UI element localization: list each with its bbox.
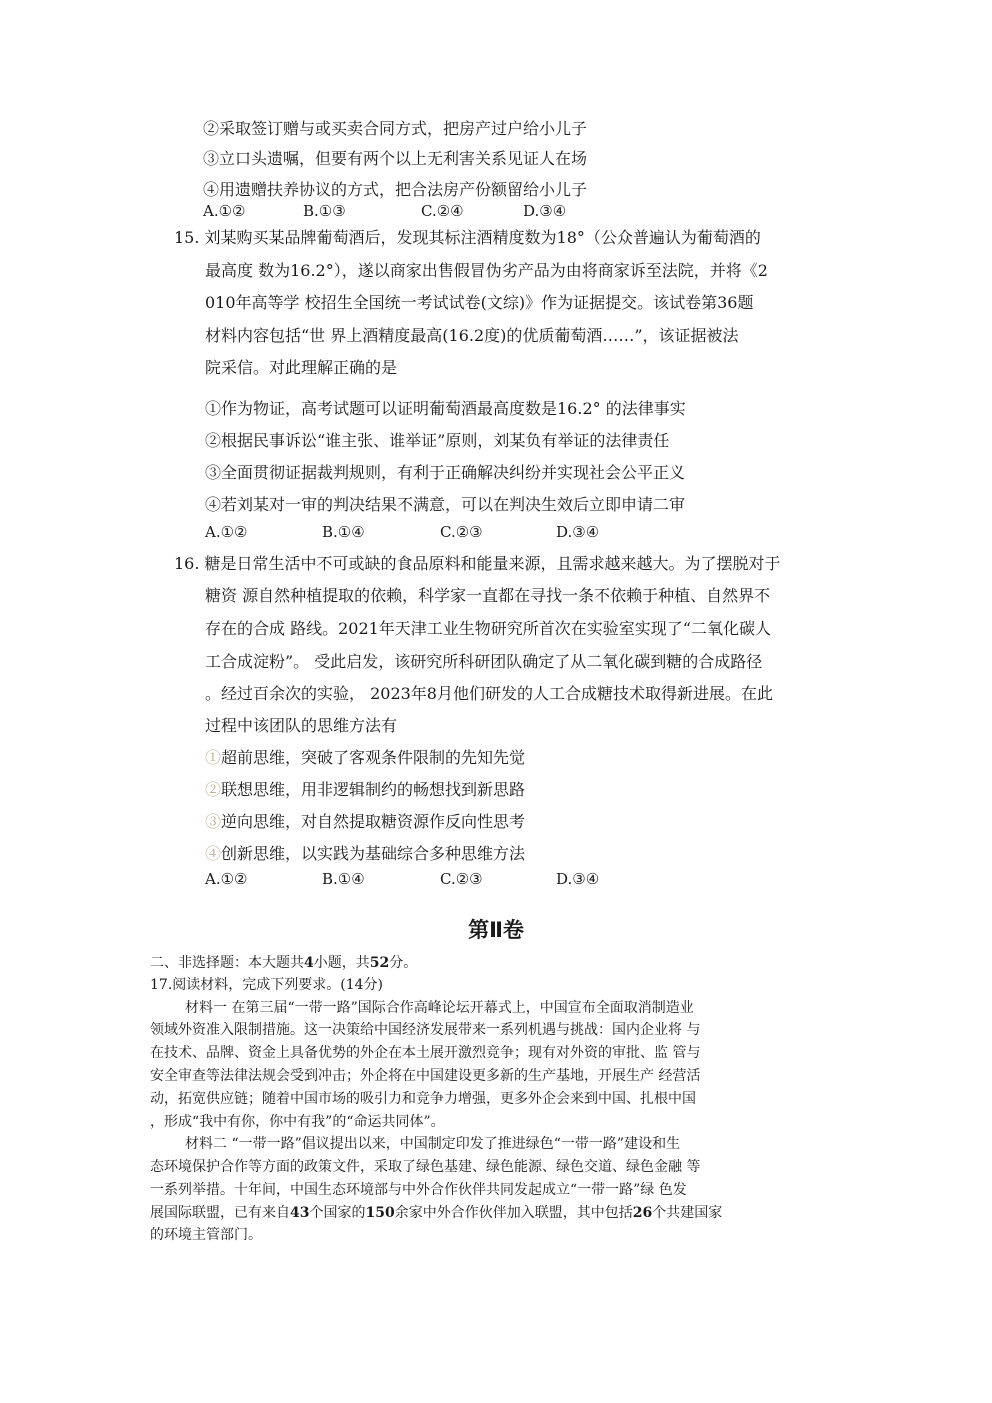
- q15-item-3: ③全面贯彻证据裁判规则，有利于正确解决纠纷并实现社会公平正义: [205, 463, 686, 482]
- q17-title: 17.阅读材料，完成下列要求。(14分): [150, 977, 384, 993]
- material2-line-4: [150, 1202, 722, 1224]
- q16-item-4-mark: ④: [205, 844, 222, 863]
- material1-line-3: 在技术、品牌、资金上具备优势的外企在本土展开激烈竞争；现有对外资的审批、监 管与: [150, 1045, 701, 1061]
- q15-item-1: ①作为物证，高考试题可以证明葡萄酒最高度数是16.2° 的法律事实: [205, 399, 686, 418]
- q16-stem-line-3: 存在的合成 路线。2021年天津工业生物研究所首次在实验室实现了“二氧化碳人: [205, 619, 771, 638]
- m2-coop-country-count: 26: [632, 1205, 653, 1221]
- q16-stem-line-1: 16. 糖是日常生活中不可或缺的食品原料和能量来源，且需求越来越大。为了摆脱对于: [174, 554, 781, 573]
- m2-text-d: 个共建国家: [652, 1205, 723, 1221]
- q15-stem-line-1: 15. 刘某购买某品牌葡萄酒后，发现其标注酒精度数为18°（公众普遍认为葡萄酒的: [174, 228, 761, 247]
- q15-option-b: B.①④: [322, 523, 365, 541]
- q16-stem-line-2: 糖资 源自然种植提取的依赖，科学家一直都在寻找一条不依赖于种植、自然界不: [205, 586, 771, 605]
- q14-option-d: D.③④: [523, 202, 567, 220]
- q16-option-c: C.②③: [440, 870, 483, 888]
- q14-item-4: ④用遗赠扶养协议的方式，把合法房产份额留给小儿子: [203, 180, 588, 199]
- q16-options: [205, 868, 705, 890]
- q16-stem-line-6: 过程中该团队的思维方法有: [205, 716, 398, 735]
- material2-line-5: 的环境主管部门。: [150, 1227, 262, 1243]
- q15-stem-line-5: 院采信。对此理解正确的是: [205, 358, 398, 377]
- q16-item-2: [205, 779, 525, 801]
- material1-line-2: 领域外资准入限制措施。这一决策给中国经济发展带来一系列机遇与挑战：国内企业将 与: [150, 1022, 701, 1038]
- q16-item-4: [205, 843, 525, 865]
- q15-item-4: ④若刘某对一审的判决结果不满意，可以在判决生效后立即申请二审: [205, 495, 686, 514]
- section-2-intro: [150, 953, 417, 973]
- material1-line-4: 安全审查等法律法规会受到冲击；外企将在中国建设更多新的生产基地，开展生产 经营活: [150, 1068, 701, 1084]
- m2-text-c: 余家中外合作伙伴加入联盟，其中包括: [394, 1205, 633, 1221]
- q16-item-1: [205, 747, 525, 769]
- m2-text-b: 个国家的: [309, 1205, 366, 1221]
- material2-line-2: 态环境保护合作等方面的政策文件，采取了绿色基建、绿色能源、绿色交道、绿色金融 等: [150, 1159, 701, 1175]
- material2-line-3: 一系列举措。十年间，中国生态环境部与中外合作伙伴共同发起成立“一带一路”绿 色发: [150, 1182, 687, 1198]
- q14-option-a: A.①②: [203, 202, 246, 220]
- material1-line-6: ，形成“我中有你，你中有我”的“命运共同体”。: [150, 1114, 445, 1130]
- q16-item-4-text: 创新思维，以实践为基础综合多种思维方法: [221, 844, 526, 863]
- q15-stem-line-4: 材料内容包括“世 界上酒精度最高(16.2度)的优质葡萄酒……”，该证据被法: [205, 326, 739, 345]
- q16-option-a: A.①②: [205, 870, 248, 888]
- q15-option-c: C.②③: [440, 523, 483, 541]
- q14-options: [203, 200, 703, 222]
- intro-text-b: 小题，共: [313, 955, 370, 971]
- q16-item-3-text: 逆向思维，对自然提取糖资源作反向性思考: [221, 812, 526, 831]
- q14-item-2: ②采取签订赠与或买卖合同方式，把房产过户给小儿子: [203, 119, 588, 138]
- q16-option-b: B.①④: [322, 870, 365, 888]
- material2-line-1: 材料二 “一带一路”倡议提出以来，中国制定印发了推进绿色“一带一路”建设和生: [185, 1136, 681, 1152]
- q16-item-1-text: 超前思维，突破了客观条件限制的先知先觉: [221, 748, 526, 767]
- material1-line-1: 材料一 在第三届“一带一路”国际合作高峰论坛开幕式上，中国宣布全面取消制造业: [185, 1000, 694, 1016]
- q14-item-3: ③立口头遗嘱，但要有两个以上无利害关系见证人在场: [203, 149, 588, 168]
- intro-text-c: 分。: [389, 955, 418, 971]
- q16-item-2-text: 联想思维，用非逻辑制约的畅想找到新思路: [221, 780, 526, 799]
- q15-option-d: D.③④: [556, 523, 600, 541]
- material1-line-5: 动，拓宽供应链；随着中国市场的吸引力和竞争力增强，更多外企会来到中国、扎根中国: [150, 1091, 696, 1107]
- q16-option-d: D.③④: [556, 870, 600, 888]
- q15-option-a: A.①②: [205, 523, 248, 541]
- intro-text-a: 二、非选择题：本大题共: [150, 955, 304, 971]
- m2-text-a: 展国际联盟，已有来自: [150, 1205, 290, 1221]
- intro-question-count: 4: [304, 955, 314, 971]
- intro-score: 52: [369, 955, 390, 971]
- q15-stem-line-2: 最高度 数为16.2°），遂以商家出售假冒伪劣产品为由将商家诉至法院，并将《2: [205, 261, 768, 280]
- q14-option-c: C.②④: [421, 202, 464, 220]
- q16-stem-line-5: 。经过百余次的实验， 2023年8月他们研发的人工合成糖技术取得新进展。在此: [205, 684, 773, 703]
- q15-options: [205, 521, 705, 543]
- m2-partner-count: 150: [365, 1205, 395, 1221]
- q16-item-3-mark: ③: [205, 812, 222, 831]
- section-2-title: 第Ⅱ卷: [468, 918, 524, 942]
- q16-stem-line-4: 工合成淀粉”。 受此启发，该研究所科研团队确定了从二氧化碳到糖的合成路径: [205, 652, 763, 671]
- q14-option-b: B.①③: [303, 202, 346, 220]
- q16-item-3: [205, 811, 525, 833]
- q16-item-1-mark: ①: [205, 748, 222, 767]
- m2-country-count: 43: [290, 1205, 310, 1221]
- q15-stem-line-3: 010年高等学 校招生全国统一考试试卷(文综)》作为证据提交。该试卷第36题: [205, 293, 754, 312]
- q15-item-2: ②根据民事诉讼“谁主张、谁举证”原则，刘某负有举证的法律责任: [205, 431, 670, 450]
- q16-item-2-mark: ②: [205, 780, 222, 799]
